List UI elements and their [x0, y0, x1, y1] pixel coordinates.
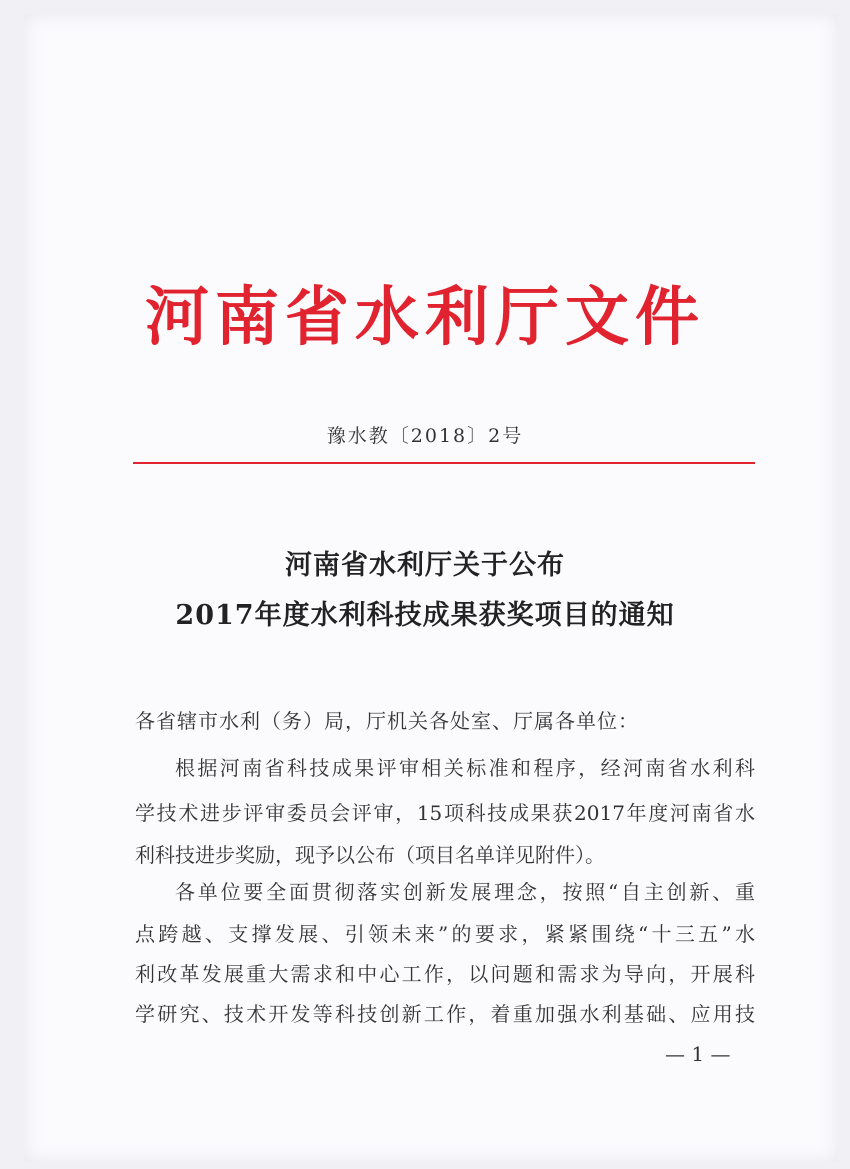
paragraph-2-line-1: 各单位要全面贯彻落实创新发展理念，按照“自主创新、重 [175, 880, 755, 904]
red-separator-line [133, 462, 755, 464]
paragraph-2-line-3: 利改革发展重大需求和中心工作，以问题和需求为导向，开展科 [135, 962, 755, 986]
paragraph-2-line-2: 点跨越、支撑发展、引领未来”的要求，紧紧围绕“十三五”水 [135, 922, 755, 946]
salutation: 各省辖市水利（务）局，厅机关各处室、厅属各单位： [135, 709, 639, 733]
document-number: 豫水教〔2018〕2号 [326, 425, 524, 447]
paragraph-1-line-2: 学技术进步评审委员会评审，15项科技成果获2017年度河南省水 [135, 801, 755, 825]
document-masthead: 河南省水利厅文件 [145, 281, 705, 355]
paragraph-1-line-1: 根据河南省科技成果评审相关标准和程序，经河南省水利科 [175, 756, 755, 780]
paragraph-1-line-3: 利科技进步奖励，现予以公布（项目名单详见附件）。 [135, 843, 605, 867]
paragraph-2-line-4: 学研究、技术开发等科技创新工作，着重加强水利基础、应用技 [135, 1002, 755, 1026]
page-number: — 1 — [665, 1042, 731, 1066]
document-page [24, 14, 838, 1162]
notice-title-line-2: 2017年度水利科技成果获奖项目的通知 [175, 600, 675, 631]
notice-title-line-1: 河南省水利厅关于公布 [285, 550, 565, 581]
